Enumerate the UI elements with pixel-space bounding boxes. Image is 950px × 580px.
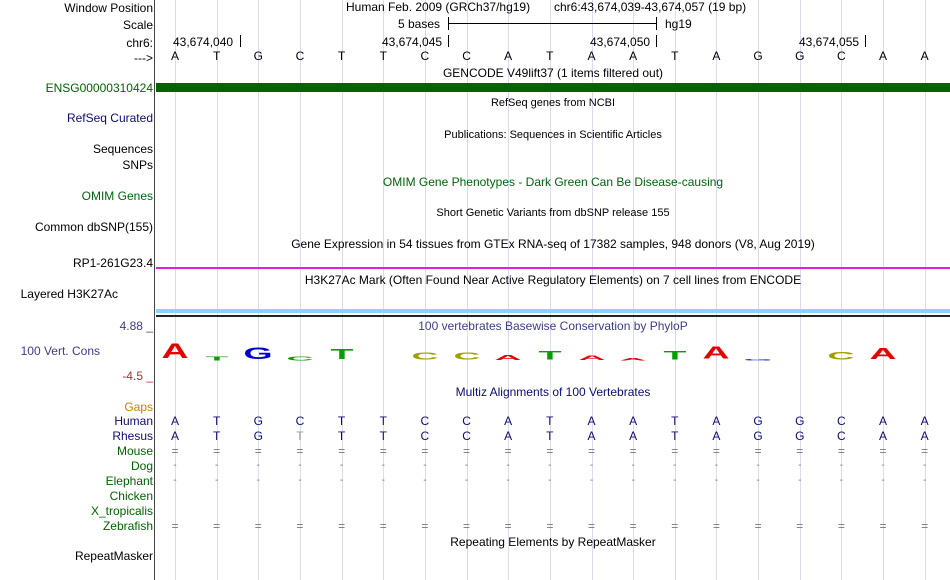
- alignment-cell: C: [420, 414, 430, 428]
- alignment-cell: =: [837, 519, 845, 533]
- coord-tick-4: [865, 35, 866, 47]
- alignment-cell: =: [421, 519, 429, 533]
- alignment-cell: -: [506, 460, 510, 471]
- strand-label: --->: [134, 51, 153, 65]
- alignment-cell: =: [796, 444, 804, 458]
- coord-label-4: 43,674,055: [799, 35, 860, 49]
- alignment-cell: T: [337, 414, 346, 428]
- alignment-cell: =: [671, 444, 679, 458]
- alignment-cell: A: [170, 429, 179, 443]
- alignment-cell: A: [879, 414, 888, 428]
- db-label: hg19: [665, 17, 692, 31]
- alignment-cell: -: [298, 475, 302, 486]
- base-letter: T: [212, 49, 221, 63]
- alignment-cell: C: [462, 414, 471, 428]
- multiz-title: Multiz Alignments of 100 Vertebrates: [455, 385, 651, 399]
- alignment-cell: A: [629, 429, 638, 443]
- scale-label: Scale: [122, 18, 153, 32]
- alignment-cell: =: [213, 444, 221, 458]
- alignment-cell: =: [587, 519, 595, 533]
- alignment-cell: -: [923, 475, 927, 486]
- alignment-cell: A: [587, 414, 596, 428]
- conservation-letter: G: [743, 358, 773, 362]
- alignment-cell: =: [629, 519, 637, 533]
- conservation-letter: C: [286, 355, 314, 362]
- conservation-letter: A: [161, 339, 189, 363]
- alignment-cell: -: [631, 475, 635, 486]
- alignment-cell: A: [629, 414, 638, 428]
- alignment-cell: G: [253, 414, 263, 428]
- conservation-letter: C: [411, 350, 439, 362]
- alignment-cell: -: [173, 460, 177, 471]
- phylop-ymin-label: -4.5 _: [122, 369, 153, 383]
- scale-bar-right-tick: [656, 17, 657, 30]
- base-letter: T: [546, 49, 554, 63]
- alignment-cell: =: [629, 444, 637, 458]
- coord-label-1: 43,674,040: [173, 35, 234, 49]
- alignment-cell: -: [339, 460, 344, 471]
- alignment-cell: A: [920, 429, 929, 443]
- alignment-cell: -: [756, 475, 760, 486]
- alignment-cell: T: [337, 429, 346, 443]
- conservation-letter: C: [453, 350, 481, 362]
- conservation-letter: A: [577, 354, 605, 362]
- phylop-ymax-label: 4.88 _: [119, 319, 153, 333]
- alignment-cell: =: [921, 519, 929, 533]
- alignment-cell: G: [253, 429, 263, 443]
- alignment-cell: =: [712, 519, 720, 533]
- alignment-cell: -: [173, 475, 177, 486]
- phylop-title: 100 vertebrates Basewise Conservation by PhyloP: [418, 319, 688, 333]
- base-letter: G: [253, 49, 263, 63]
- alignment-cell: C: [295, 414, 305, 428]
- base-letter: C: [837, 49, 846, 63]
- species-label-chicken: Chicken: [109, 489, 153, 503]
- alignment-cell: -: [548, 475, 552, 486]
- alignment-cell: =: [338, 519, 346, 533]
- alignment-cell: =: [463, 519, 471, 533]
- alignment-cell: =: [504, 444, 512, 458]
- alignment-cell: -: [256, 460, 260, 471]
- scale-text: 5 bases: [398, 17, 441, 31]
- alignment-cell: -: [839, 460, 844, 471]
- alignment-cell: A: [920, 414, 929, 428]
- alignment-cell: -: [423, 460, 427, 471]
- refseq-label[interactable]: RefSeq Curated: [66, 111, 153, 125]
- alignment-cell: -: [756, 460, 760, 471]
- base-letter: A: [879, 49, 888, 63]
- coord-label-2: 43,674,045: [382, 35, 443, 49]
- base-letter: A: [920, 49, 929, 63]
- alignment-cell: G: [753, 414, 763, 428]
- alignment-cell: =: [879, 444, 887, 458]
- alignment-cell: G: [795, 414, 805, 428]
- alignment-cell: T: [212, 414, 221, 428]
- sequences-label[interactable]: Sequences: [92, 142, 153, 156]
- scale-bar: [448, 23, 656, 24]
- conservation-letter: A: [702, 342, 730, 363]
- alignment-cell: T: [212, 429, 221, 443]
- species-label-human: Human: [114, 414, 153, 428]
- alignment-cell: -: [839, 475, 844, 486]
- alignment-cell: A: [879, 429, 888, 443]
- refseq-title: RefSeq genes from NCBI: [490, 97, 616, 109]
- base-letter: A: [504, 49, 513, 63]
- alignment-cell: C: [420, 429, 430, 443]
- gaps-label[interactable]: Gaps: [124, 400, 153, 414]
- repeatmasker-label[interactable]: RepeatMasker: [74, 549, 153, 563]
- alignment-cell: T: [546, 429, 554, 443]
- alignment-cell: =: [338, 444, 346, 458]
- alignment-cell: =: [921, 444, 929, 458]
- alignment-cell: -: [881, 460, 885, 471]
- gencode-gene-bar[interactable]: [156, 83, 950, 92]
- coord-tick-3: [656, 35, 657, 47]
- alignment-cell: =: [171, 519, 179, 533]
- base-letter: G: [795, 49, 805, 63]
- conservation-letter: T: [205, 355, 229, 362]
- species-label-dog: Dog: [130, 459, 153, 473]
- alignment-cell: =: [837, 444, 845, 458]
- alignment-cell: A: [504, 414, 513, 428]
- alignment-cell: -: [464, 475, 469, 486]
- base-letter: A: [712, 49, 721, 63]
- alignment-cell: A: [504, 429, 513, 443]
- conservation-letter: T: [538, 348, 562, 363]
- alignment-cell: -: [339, 475, 344, 486]
- assembly-title: Human Feb. 2009 (GRCh37/hg19): [346, 0, 531, 14]
- alignment-cell: =: [463, 444, 471, 458]
- omim-label[interactable]: OMIM Genes: [81, 189, 153, 203]
- alignment-cell: -: [631, 460, 635, 471]
- alignment-cell: A: [587, 429, 596, 443]
- alignment-cell: -: [506, 475, 510, 486]
- conservation-letter: C: [827, 349, 855, 362]
- coord-tick-2: [448, 35, 449, 47]
- base-letter: A: [170, 49, 179, 63]
- base-letter: A: [587, 49, 596, 63]
- alignment-cell: =: [296, 519, 304, 533]
- repeatmasker-title: Repeating Elements by RepeatMasker: [450, 535, 656, 549]
- alignment-cell: =: [213, 519, 221, 533]
- alignment-cell: T: [379, 414, 387, 428]
- alignment-cell: -: [714, 475, 719, 486]
- alignment-cell: G: [795, 429, 805, 443]
- h3k27ac-title: H3K27Ac Mark (Often Found Near Active Regulatory Elements) on 7 cell lines from ENCODE: [304, 273, 802, 287]
- alignment-cell: =: [504, 519, 512, 533]
- alignment-cell: =: [379, 519, 387, 533]
- base-letter: A: [629, 49, 638, 63]
- base-letter: C: [420, 49, 430, 63]
- alignment-cell: T: [671, 414, 679, 428]
- alignment-cell: =: [296, 444, 304, 458]
- alignment-cell: -: [923, 460, 927, 471]
- alignment-cell: -: [381, 460, 385, 471]
- alignment-cell: =: [754, 519, 762, 533]
- dbsnp-title: Short Genetic Variants from dbSNP release 155: [436, 207, 670, 219]
- h3k27ac-signal-bar: [156, 309, 950, 313]
- alignment-cell: -: [256, 475, 260, 486]
- species-label-x-tropicalis: X_tropicalis: [90, 504, 153, 518]
- conservation-letter: A: [494, 352, 522, 362]
- alignment-cell: =: [546, 444, 554, 458]
- chrom-label: chr6:: [126, 36, 153, 50]
- h3k27ac-label[interactable]: Layered H3K27Ac: [20, 287, 118, 301]
- gencode-item-label[interactable]: ENSG00000310424: [45, 81, 153, 95]
- alignment-cell: -: [881, 475, 885, 486]
- alignment-cell: T: [296, 429, 304, 443]
- species-label-elephant: Elephant: [105, 474, 153, 488]
- alignment-cell: A: [712, 429, 721, 443]
- gtex-gene-line[interactable]: [156, 267, 950, 269]
- alignment-cell: -: [298, 460, 302, 471]
- alignment-cell: A: [170, 414, 179, 428]
- alignment-cell: =: [671, 519, 679, 533]
- window-position-label: Window Position: [64, 1, 153, 15]
- scale-bar-left-tick: [448, 17, 449, 30]
- alignment-cell: =: [587, 444, 595, 458]
- publications-title: Publications: Sequences in Scientific Articles: [444, 129, 662, 141]
- conservation-letter: A: [619, 357, 647, 362]
- alignment-cell: =: [712, 444, 720, 458]
- conservation-letter: T: [330, 346, 354, 363]
- omim-title: OMIM Gene Phenotypes - Dark Green Can Be Disease-causing: [382, 175, 724, 189]
- gtex-item-label[interactable]: RP1-261G23.4: [72, 256, 153, 270]
- label-separator: [154, 0, 155, 580]
- base-letter: C: [295, 49, 305, 63]
- alignment-cell: T: [379, 429, 387, 443]
- base-letter: T: [671, 49, 679, 63]
- gencode-title: GENCODE V49lift37 (1 items filtered out): [442, 66, 664, 80]
- alignment-cell: -: [589, 460, 594, 471]
- alignment-cell: =: [254, 519, 262, 533]
- alignment-cell: =: [879, 519, 887, 533]
- alignment-cell: -: [673, 475, 677, 486]
- alignment-cell: -: [381, 475, 385, 486]
- alignment-cell: -: [423, 475, 427, 486]
- alignment-cell: -: [214, 475, 219, 486]
- dbsnp-label[interactable]: Common dbSNP(155): [34, 220, 153, 234]
- conservation-letter: G: [243, 343, 273, 363]
- species-label-zebrafish: Zebrafish: [102, 519, 153, 533]
- alignment-cell: =: [421, 444, 429, 458]
- alignment-cell: C: [837, 429, 846, 443]
- alignment-cell: =: [379, 444, 387, 458]
- alignment-cell: T: [671, 429, 679, 443]
- species-label-rhesus: Rhesus: [112, 429, 153, 443]
- alignment-cell: -: [464, 460, 469, 471]
- alignment-cell: -: [673, 460, 677, 471]
- conservation-letter: T: [663, 348, 687, 363]
- base-letter: C: [462, 49, 471, 63]
- alignment-cell: A: [712, 414, 721, 428]
- alignment-cell: =: [546, 519, 554, 533]
- conservation-letter: A: [869, 344, 897, 363]
- alignment-cell: =: [754, 444, 762, 458]
- alignment-cell: G: [753, 429, 763, 443]
- alignment-cell: T: [546, 414, 554, 428]
- h3k27ac-baseline: [156, 315, 950, 317]
- alignment-cell: =: [796, 519, 804, 533]
- alignment-cell: -: [214, 460, 219, 471]
- coord-label-3: 43,674,050: [590, 35, 651, 49]
- base-letter: T: [379, 49, 387, 63]
- alignment-cell: -: [714, 460, 719, 471]
- alignment-cell: -: [798, 475, 802, 486]
- alignment-cell: =: [254, 444, 262, 458]
- species-label-mouse: Mouse: [116, 444, 153, 458]
- alignment-cell: -: [589, 475, 594, 486]
- coord-tick-1: [240, 35, 241, 47]
- base-letter: T: [337, 49, 346, 63]
- gtex-title: Gene Expression in 54 tissues from GTEx RNA-seq of 17382 samples, 948 donors (V8, Aug 2019): [291, 237, 815, 251]
- alignment-cell: -: [798, 460, 802, 471]
- snps-label[interactable]: SNPs: [122, 158, 153, 172]
- alignment-cell: -: [548, 460, 552, 471]
- alignment-cell: C: [837, 414, 846, 428]
- position-title: chr6:43,674,039-43,674,057 (19 bp): [554, 0, 747, 14]
- phylop-label[interactable]: 100 Vert. Cons: [20, 344, 100, 358]
- base-letter: G: [753, 49, 763, 63]
- alignment-cell: C: [462, 429, 471, 443]
- alignment-cell: =: [171, 444, 179, 458]
